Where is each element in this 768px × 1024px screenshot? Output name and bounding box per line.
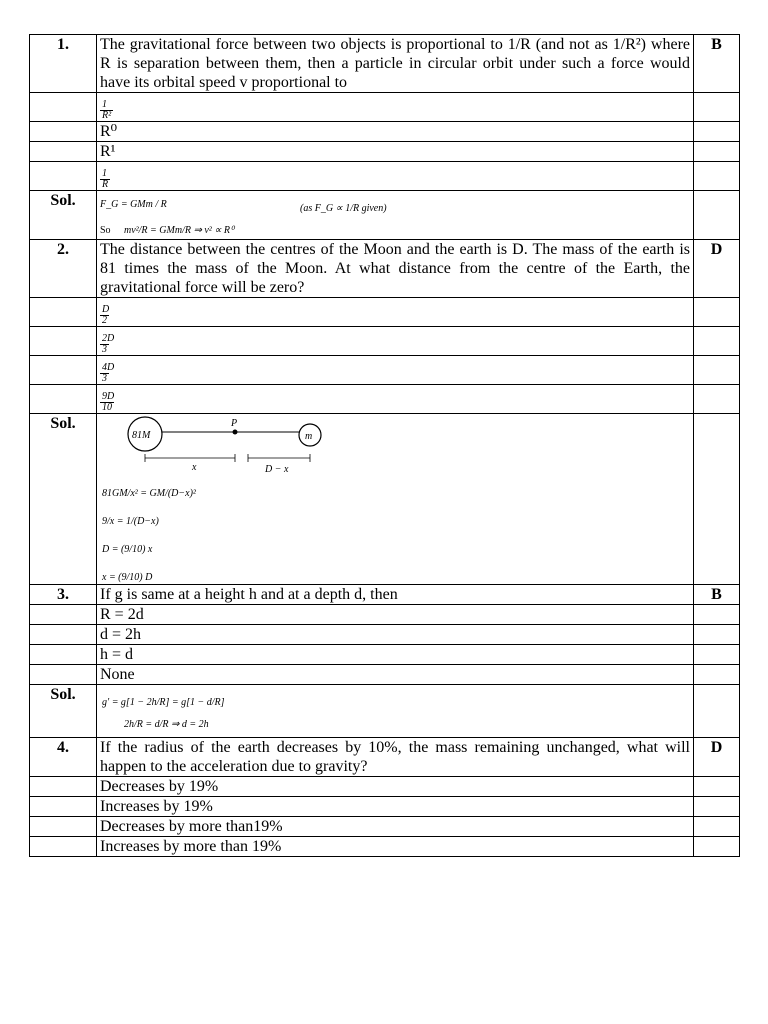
earth-label: 81M [132,430,151,441]
option-row [30,605,740,625]
solution-eq: g′ = g[1 − 2h/R] = g[1 − d/R] [102,697,225,708]
option-a [97,93,694,122]
fraction: $\frac{4D}{3}$ [102,362,115,384]
option-b: R⁰ [97,122,694,142]
option-b: Increases by 19% [97,797,694,817]
fraction: $\frac{1}{R}$ [102,168,109,190]
question-number: 3. [30,585,97,605]
solution-body [97,414,694,585]
solution-eq: 9/x = 1/(D−x) [102,516,159,527]
question-text: If g is same at a height h and at a depth d, then [97,585,694,605]
x-label: x [192,462,197,473]
dx-label: D − x [265,464,289,474]
option-a [97,298,694,327]
question-row [30,738,740,777]
fraction: $\frac{2D}{3}$ [102,333,115,355]
solution-label: Sol. [30,414,97,585]
solution-label: Sol. [30,685,97,738]
option-d [97,385,694,414]
option-b [97,327,694,356]
option-a: R = 2d [97,605,694,625]
solution-row [30,685,740,738]
answer-key: B [694,585,740,605]
solution-eq: mv²/R = GMm/R ⇒ v² ∝ R⁰ [124,225,235,236]
option-row [30,817,740,837]
question-number: 2. [30,240,97,298]
option-row [30,356,740,385]
option-row [30,777,740,797]
option-row [30,797,740,817]
option-row [30,298,740,327]
solution-body [97,685,694,738]
option-row [30,327,740,356]
solution-eq: D = (9/10) x [102,544,153,555]
option-row [30,625,740,645]
option-row [30,142,740,162]
solution-row [30,414,740,585]
option-row [30,93,740,122]
point-label: P [231,418,238,429]
solution-note: (as F_G ∝ 1/R given) [300,203,387,214]
option-a: Decreases by 19% [97,777,694,797]
question-row [30,35,740,93]
option-b: d = 2h [97,625,694,645]
fraction: $\frac{9D}{10}$ [102,391,115,413]
answer-key: D [694,738,740,777]
option-row [30,837,740,857]
question-number: 1. [30,35,97,93]
question-text: The distance between the centres of the Moon and the earth is D. The mass of the earth is 81 times the mass of the Moon. At what distance from the centre of the Earth, the gravitational force will be zero? [97,240,694,298]
solution-label: Sol. [30,191,97,240]
question-text: The gravitational force between two objects is proportional to 1/R (and not as 1/R²) where R is separation between them, then a particle in circular orbit under such a force would have its orbital speed v proportional to [97,35,694,93]
point-p [233,430,238,435]
option-c: R¹ [97,142,694,162]
solution-eq: x = (9/10) D [102,572,153,583]
moon-earth-diagram [100,414,330,474]
option-d: Increases by more than 19% [97,837,694,857]
option-row [30,645,740,665]
answer-key: D [694,240,740,298]
question-text: If the radius of the earth decreases by 10%, the mass remaining unchanged, what will happen to the acceleration due to gravity? [97,738,694,777]
solution-eq: 81GM/x² = GM/(D−x)² [102,488,196,499]
option-c: Decreases by more than19% [97,817,694,837]
option-d [97,162,694,191]
solution-so: So [100,225,111,236]
option-row [30,162,740,191]
option-row [30,385,740,414]
question-table [29,34,740,857]
answer-key: B [694,35,740,93]
question-number: 4. [30,738,97,777]
option-c: h = d [97,645,694,665]
question-row [30,585,740,605]
option-c [97,356,694,385]
solution-body [97,191,694,240]
moon-label: m [305,431,313,442]
question-row [30,240,740,298]
solution-eq: F_G = GMm / R [100,199,167,210]
fraction: $\frac{D}{2}$ [102,304,110,326]
fraction: $\frac{1}{\text{R²}}$ [102,99,112,121]
solution-row [30,191,740,240]
option-row [30,665,740,685]
solution-eq: 2h/R = d/R ⇒ d = 2h [124,719,209,730]
option-row [30,122,740,142]
option-d: None [97,665,694,685]
